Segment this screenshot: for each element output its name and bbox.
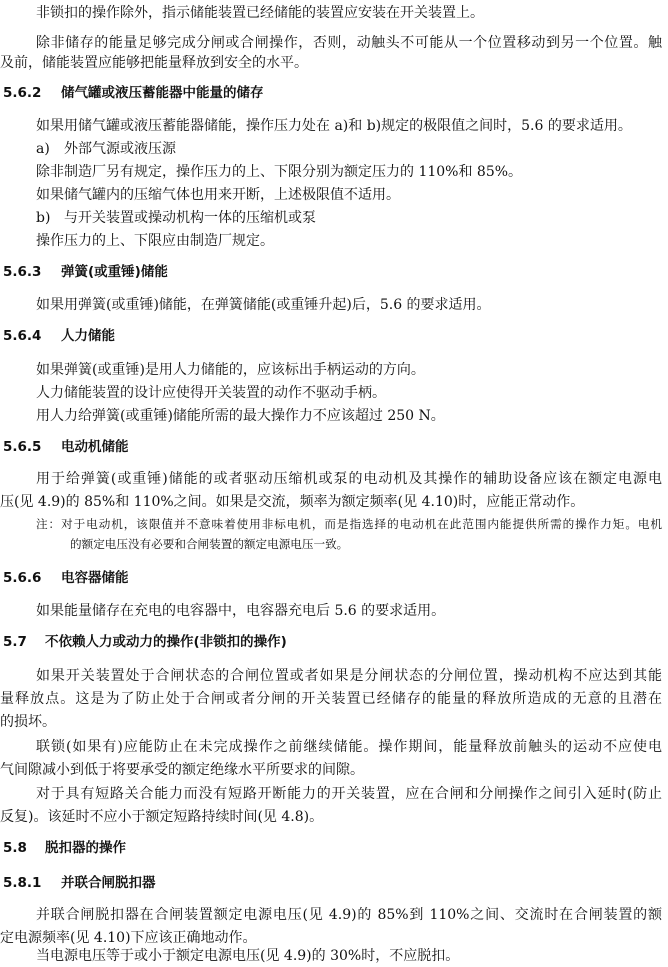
s562-paragraph-1: 如果用储气罐或液压蓄能器储能，操作压力处在 a)和 b)规定的极限值之间时，5.6 的要求适用。: [36, 118, 632, 134]
section-number: 5.6.3: [3, 264, 42, 280]
section-5-6-5-heading: [3, 437, 662, 457]
section-title: 不依赖人力或动力的操作(非锁扣的操作): [45, 634, 287, 650]
s562-item-b: [36, 208, 662, 228]
item-label: b): [36, 210, 51, 226]
item-label: a): [36, 141, 50, 157]
section-5-6-4-heading: [3, 326, 662, 346]
s565-note-line-1: 注：对于电动机，该限值并不意味着使用非标电机，而是指选择的电动机在此范围内能提供所需的操作力矩。电机: [36, 517, 662, 531]
s57-paragraph-1-line-2: 量释放点。这是为了防止处于合闸或者分闸的开关装置已经储存的能量的释放所造成的无意的且潜在: [0, 691, 662, 707]
section-5-6-6-heading: [3, 568, 662, 588]
s564-paragraph-3: 用人力给弹簧(或重锤)储能所需的最大操作力不应该超过 250 N。: [36, 408, 445, 424]
section-title: 并联合闸脱扣器: [61, 875, 156, 891]
section-5-8-1-heading: [3, 873, 662, 893]
s57-paragraph-2-line-2: 气间隙减小到低于将要承受的额定绝缘水平所要求的间隙。: [0, 762, 364, 778]
s57-paragraph-1-line-3: 的损坏。: [0, 714, 56, 730]
s562-item-a: [36, 139, 662, 159]
section-number: 5.6.4: [3, 328, 42, 344]
s563-paragraph-1: 如果用弹簧(或重锤)储能，在弹簧储能(或重锤升起)后，5.6 的要求适用。: [36, 297, 491, 313]
section-5-6-3-heading: [3, 262, 662, 282]
intro-line-2: 除非储存的能量足够完成分闸或合闸操作，否则，动触头不可能从一个位置移动到另一个位置。触: [36, 35, 662, 51]
section-number: 5.6.6: [3, 570, 42, 586]
section-title: 储气罐或液压蓄能器中能量的储存: [61, 85, 264, 101]
intro-line-1: 非锁扣的操作除外，指示储能装置已经储能的装置应安装在开关装置上。: [36, 5, 484, 21]
section-title: 脱扣器的操作: [45, 840, 126, 856]
s562-paragraph-3: 如果储气罐内的压缩气体也用来开断，上述极限值不适用。: [36, 187, 400, 203]
s566-paragraph-1: 如果能量储存在充电的电容器中，电容器充电后 5.6 的要求适用。: [36, 603, 446, 619]
s57-paragraph-2-line-1: 联锁(如果有)应能防止在未完成操作之前继续储能。操作期间，能量释放前触头的运动不应使电: [36, 739, 662, 755]
s562-paragraph-2: 除非制造厂另有规定，操作压力的上、下限分别为额定压力的 110%和 85%。: [36, 164, 523, 180]
item-text: 与开关装置或操动机构一体的压缩机或泵: [64, 210, 316, 226]
s562-paragraph-4: 操作压力的上、下限应由制造厂规定。: [36, 233, 274, 249]
s57-paragraph-1-line-1: 如果开关装置处于合闸状态的合闸位置或者如果是分闸状态的分闸位置，操动机构不应达到其能: [36, 668, 662, 684]
s565-note-line-2: 的额定电压没有必要和合闸装置的额定电源电压一致。: [70, 537, 349, 551]
section-title: 电动机储能: [61, 439, 129, 455]
section-number: 5.8.1: [3, 875, 42, 891]
s581-paragraph-2: 当电源电压等于或小于额定电源电压(见 4.9)的 30%时，不应脱扣。: [36, 948, 460, 964]
section-title: 电容器储能: [61, 570, 129, 586]
s581-paragraph-1-line-1: 并联合闸脱扣器在合闸装置额定电源电压(见 4.9)的 85%到 110%之间、交流时在合闸装置的额: [36, 907, 662, 923]
s581-paragraph-1-line-2: 定电源频率(见 4.10)下应该正确地动作。: [0, 930, 257, 946]
section-title: 人力储能: [61, 328, 115, 344]
section-number: 5.7: [3, 634, 27, 650]
intro-line-3: 及前，储能装置应能够把能量释放到安全的水平。: [0, 55, 308, 71]
section-number: 5.6.5: [3, 439, 42, 455]
section-5-8-heading: [3, 838, 662, 858]
s565-paragraph-line-2: 压(见 4.9)的 85%和 110%之间。如果是交流，频率为额定频率(见 4.10)时，应能正常动作。: [0, 494, 585, 510]
section-5-7-heading: [3, 632, 662, 652]
section-5-6-2-heading: [3, 83, 662, 103]
s564-paragraph-2: 人力储能装置的设计应使得开关装置的动作不驱动手柄。: [36, 385, 386, 401]
s57-paragraph-3-line-1: 对于具有短路关合能力而没有短路开断能力的开关装置，应在合闸和分闸操作之间引入延时(防止: [36, 786, 662, 802]
s57-paragraph-3-line-2: 反复)。该延时不应小于额定短路持续时间(见 4.8)。: [0, 809, 324, 825]
section-title: 弹簧(或重锤)储能: [61, 264, 168, 280]
section-number: 5.6.2: [3, 85, 42, 101]
s565-paragraph-line-1: 用于给弹簧(或重锤)储能的或者驱动压缩机或泵的电动机及其操作的辅助设备应该在额定电源电: [36, 471, 662, 487]
section-number: 5.8: [3, 840, 27, 856]
s564-paragraph-1: 如果弹簧(或重锤)是用人力储能的，应该标出手柄运动的方向。: [36, 362, 425, 378]
item-text: 外部气源或液压源: [64, 141, 176, 157]
